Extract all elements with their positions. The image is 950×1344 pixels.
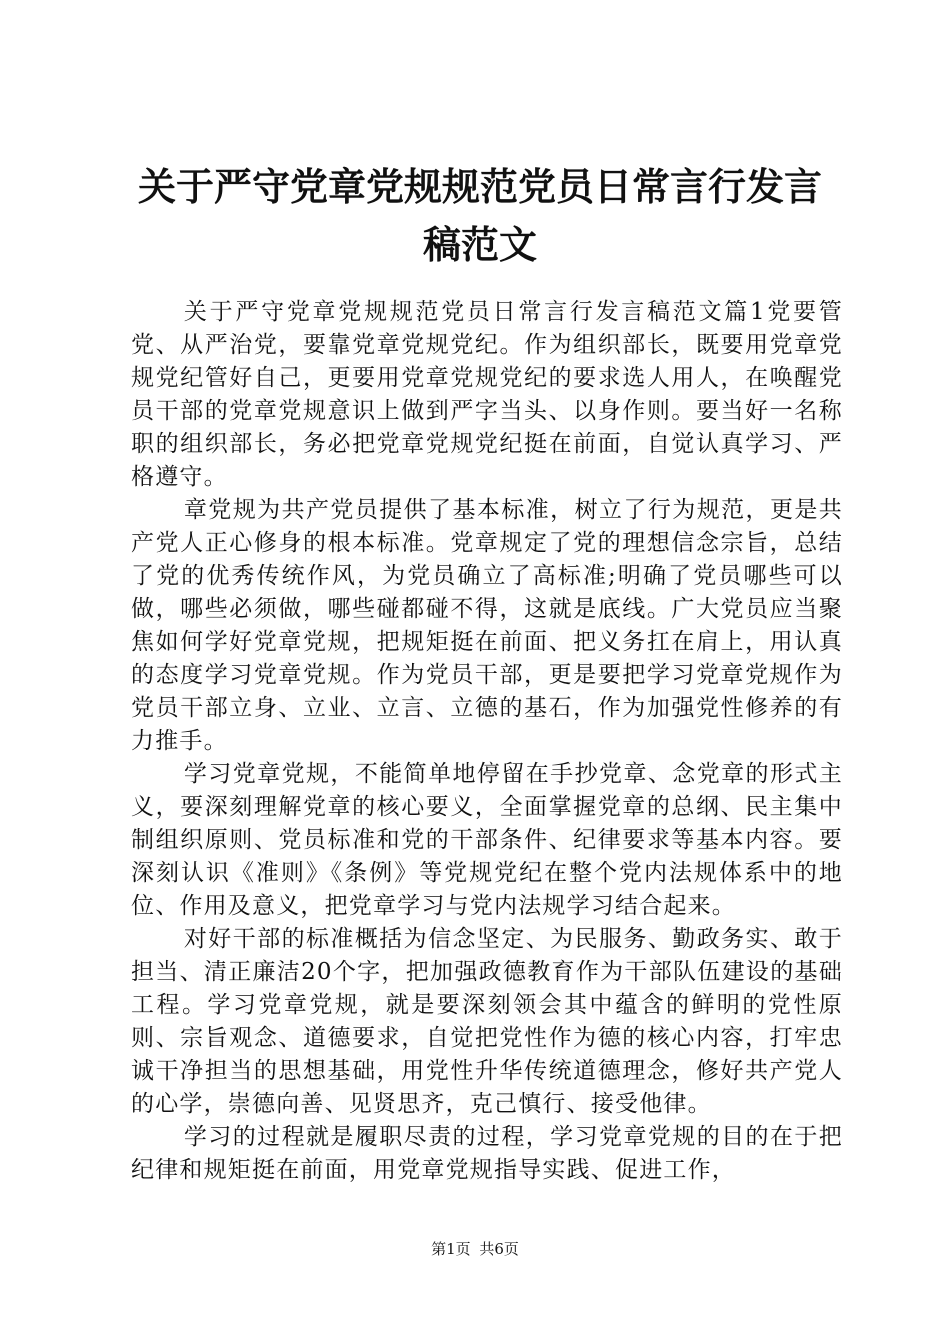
- paragraph: 章党规为共产党员提供了基本标准，树立了行为规范，更是共产党人正心修身的根本标准。党章规定了党的理想信念宗旨，总结了党的优秀传统作风，为党员确立了高标准;明确了党员哪些可以做，哪些必须做，哪些碰都碰不得，这就是底线。广大党员应当聚焦如何学好党章党规，把规矩挺在前面、把义务扛在肩上，用认真的态度学习党章党规。作为党员干部，更是要把学习党章党规作为党员干部立身、立业、立言、立德的基石，作为加强党性修养的有力推手。: [131, 497, 843, 754]
- paragraph: 对好干部的标准概括为信念坚定、为民服务、勤政务实、敢于担当、清正廉洁20个字，把加强政德教育作为干部队伍建设的基础工程。学习党章党规，就是要深刻领会其中蕴含的鲜明的党性原则、宗旨观念、道德要求，自觉把党性作为德的核心内容，打牢忠诚干净担当的思想基础，用党性升华传统道德理念，修好共产党人的心学，崇德向善、见贤思齐，克己慎行、接受他律。: [131, 926, 843, 1117]
- document-title: 关于严守党章党规规范党员日常言行发言稿范文: [137, 164, 822, 267]
- paragraph: 学习党章党规，不能简单地停留在手抄党章、念党章的形式主义，要深刻理解党章的核心要义，全面掌握党章的总纲、民主集中制组织原则、党员标准和党的干部条件、纪律要求等基本内容。要深刻认识《准则》《条例》等党规党纪在整个党内法规体系中的地位、作用及意义，把党章学习与党内法规学习结合起来。: [131, 761, 843, 919]
- document-body: [131, 296, 843, 1187]
- paragraph: 学习的过程就是履职尽责的过程，学习党章党规的目的在于把纪律和规矩挺在前面，用党章党规指导实践、促进工作，: [131, 1124, 843, 1183]
- page-footer: [0, 1239, 950, 1259]
- page-number: 第1页: [431, 1240, 471, 1258]
- page-total: 共6页: [479, 1240, 519, 1258]
- paragraph: 关于严守党章党规规范党员日常言行发言稿范文篇1党要管党、从严治党，要靠党章党规党纪。作为组织部长，既要用党章党规党纪管好自己，更要用党章党规党纪的要求选人用人，在唤醒党员干部的党章党规意识上做到严字当头、以身作则。要当好一名称职的组织部长，务必把党章党规党纪挺在前面，自觉认真学习、严格遵守。: [131, 299, 843, 490]
